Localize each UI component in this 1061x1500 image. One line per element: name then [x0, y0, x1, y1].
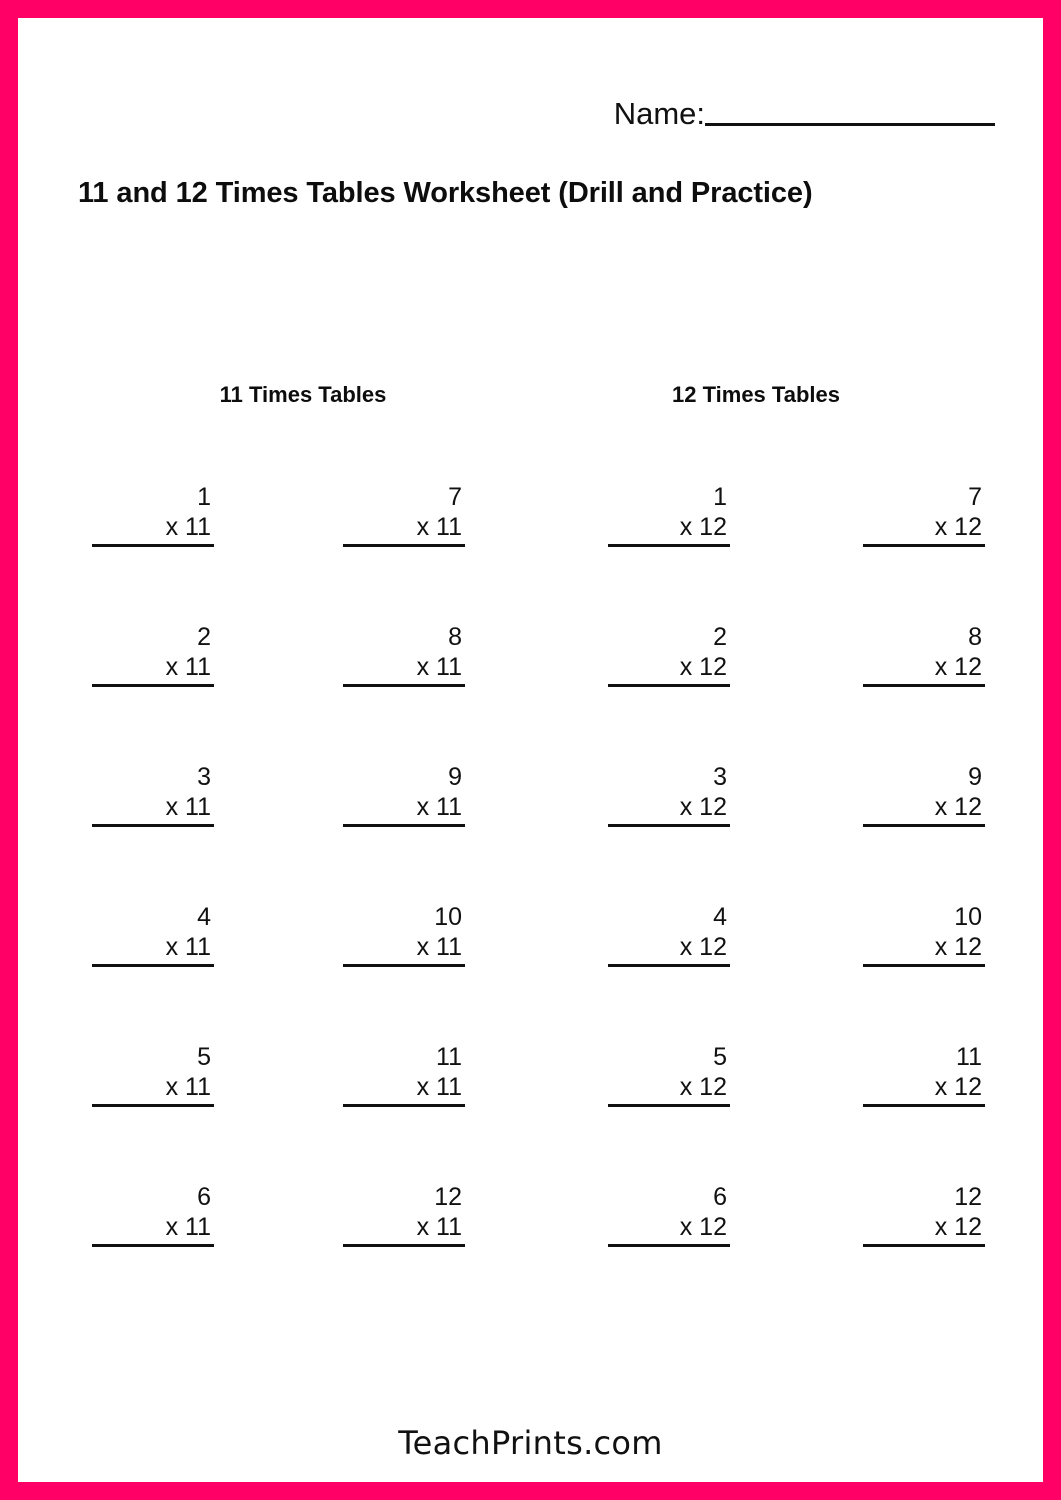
- problem-row: [18, 483, 995, 623]
- problem-multiplier: x 11: [165, 1072, 211, 1101]
- problem-multiplier: x 12: [934, 1212, 982, 1241]
- problem-multiplicand: 12: [954, 1183, 982, 1211]
- problem-multiplier: x 11: [165, 512, 211, 541]
- problem-multiplicand: 6: [197, 1183, 211, 1211]
- problem-multiplicand: 3: [197, 763, 211, 791]
- answer-rule: [608, 1244, 730, 1247]
- problem-cell[interactable]: [343, 1043, 465, 1107]
- answer-rule: [608, 684, 730, 687]
- problem-multiplier: x 11: [165, 792, 211, 821]
- problem-cell[interactable]: [343, 903, 465, 967]
- problem-cell[interactable]: [863, 1043, 985, 1107]
- problem-multiplicand: 7: [968, 483, 982, 511]
- answer-rule: [608, 1104, 730, 1107]
- problem-cell[interactable]: [863, 483, 985, 547]
- problem-multiplicand: 1: [713, 483, 727, 511]
- problem-cell[interactable]: [92, 1183, 214, 1247]
- problem-cell[interactable]: [343, 763, 465, 827]
- problem-multiplier: x 12: [934, 1072, 982, 1101]
- problem-row: [18, 903, 995, 1043]
- problem-cell[interactable]: [92, 763, 214, 827]
- problem-multiplicand: 8: [448, 623, 462, 651]
- answer-rule: [863, 1244, 985, 1247]
- answer-rule: [608, 964, 730, 967]
- problem-multiplicand: 2: [197, 623, 211, 651]
- page-title: 11 and 12 Times Tables Worksheet (Drill and Practice): [78, 177, 813, 209]
- problem-multiplicand: 11: [436, 1043, 462, 1071]
- problem-cell[interactable]: [92, 483, 214, 547]
- problem-cell[interactable]: [608, 763, 730, 827]
- problem-multiplicand: 11: [956, 1043, 982, 1071]
- problem-multiplicand: 9: [968, 763, 982, 791]
- problem-cell[interactable]: [608, 1183, 730, 1247]
- problem-multiplier: x 12: [934, 792, 982, 821]
- problem-row: [18, 1183, 995, 1323]
- problem-multiplier: x 12: [679, 932, 727, 961]
- answer-rule: [92, 964, 214, 967]
- answer-rule: [343, 1244, 465, 1247]
- problem-multiplicand: 12: [434, 1183, 462, 1211]
- problem-multiplicand: 7: [448, 483, 462, 511]
- problem-multiplier: x 12: [679, 792, 727, 821]
- problem-multiplier: x 11: [165, 652, 211, 681]
- answer-rule: [343, 964, 465, 967]
- answer-rule: [343, 824, 465, 827]
- footer-brand-text: TeachPrints.com: [398, 1424, 663, 1462]
- answer-rule: [863, 544, 985, 547]
- answer-rule: [863, 684, 985, 687]
- problem-multiplier: x 12: [934, 512, 982, 541]
- problem-multiplier: x 12: [679, 1212, 727, 1241]
- problem-multiplicand: 6: [713, 1183, 727, 1211]
- answer-rule: [343, 684, 465, 687]
- answer-rule: [608, 824, 730, 827]
- problem-multiplier: x 11: [416, 512, 462, 541]
- name-write-in-blank[interactable]: [705, 122, 995, 126]
- problem-multiplier: x 12: [679, 512, 727, 541]
- problem-grid: [18, 483, 995, 1323]
- answer-rule: [92, 1104, 214, 1107]
- footer: [18, 1424, 1043, 1462]
- problem-cell[interactable]: [343, 623, 465, 687]
- problem-multiplicand: 1: [197, 483, 211, 511]
- problem-multiplier: x 12: [934, 932, 982, 961]
- problem-multiplier: x 11: [416, 1212, 462, 1241]
- problem-cell[interactable]: [863, 1183, 985, 1247]
- problem-multiplicand: 9: [448, 763, 462, 791]
- problem-multiplier: x 11: [165, 932, 211, 961]
- section-heading-11-times-tables: 11 Times Tables: [219, 382, 387, 407]
- problem-cell[interactable]: [608, 903, 730, 967]
- answer-rule: [92, 824, 214, 827]
- problem-cell[interactable]: [343, 1183, 465, 1247]
- problem-multiplicand: 10: [954, 903, 982, 931]
- problem-cell[interactable]: [92, 623, 214, 687]
- problem-multiplicand: 5: [713, 1043, 727, 1071]
- section-heading-12-times-tables: 12 Times Tables: [672, 382, 840, 407]
- answer-rule: [343, 1104, 465, 1107]
- problem-row: [18, 763, 995, 903]
- problem-cell[interactable]: [863, 903, 985, 967]
- problem-multiplicand: 10: [434, 903, 462, 931]
- worksheet-sheet: [18, 18, 1043, 1482]
- problem-multiplicand: 5: [197, 1043, 211, 1071]
- problem-multiplier: x 11: [165, 1212, 211, 1241]
- answer-rule: [863, 1104, 985, 1107]
- problem-cell[interactable]: [343, 483, 465, 547]
- problem-cell[interactable]: [863, 623, 985, 687]
- answer-rule: [92, 684, 214, 687]
- problem-row: [18, 623, 995, 763]
- problem-cell[interactable]: [863, 763, 985, 827]
- problem-row: [18, 1043, 995, 1183]
- problem-multiplier: x 12: [679, 652, 727, 681]
- section-headings: [18, 382, 1043, 412]
- answer-rule: [92, 544, 214, 547]
- problem-multiplier: x 12: [679, 1072, 727, 1101]
- problem-multiplicand: 3: [713, 763, 727, 791]
- problem-cell[interactable]: [92, 1043, 214, 1107]
- answer-rule: [863, 964, 985, 967]
- problem-multiplicand: 4: [197, 903, 211, 931]
- name-label: Name:: [613, 96, 705, 131]
- problem-cell[interactable]: [608, 483, 730, 547]
- problem-multiplier: x 11: [416, 932, 462, 961]
- problem-cell[interactable]: [608, 1043, 730, 1107]
- problem-multiplicand: 4: [713, 903, 727, 931]
- answer-rule: [92, 1244, 214, 1247]
- problem-multiplier: x 11: [416, 1072, 462, 1101]
- problem-multiplicand: 2: [713, 623, 727, 651]
- answer-rule: [343, 544, 465, 547]
- problem-multiplier: x 12: [934, 652, 982, 681]
- name-field-row: [18, 98, 995, 129]
- problem-cell[interactable]: [608, 623, 730, 687]
- answer-rule: [863, 824, 985, 827]
- problem-multiplicand: 8: [968, 623, 982, 651]
- answer-rule: [608, 544, 730, 547]
- problem-cell[interactable]: [92, 903, 214, 967]
- problem-multiplier: x 11: [416, 652, 462, 681]
- problem-multiplier: x 11: [416, 792, 462, 821]
